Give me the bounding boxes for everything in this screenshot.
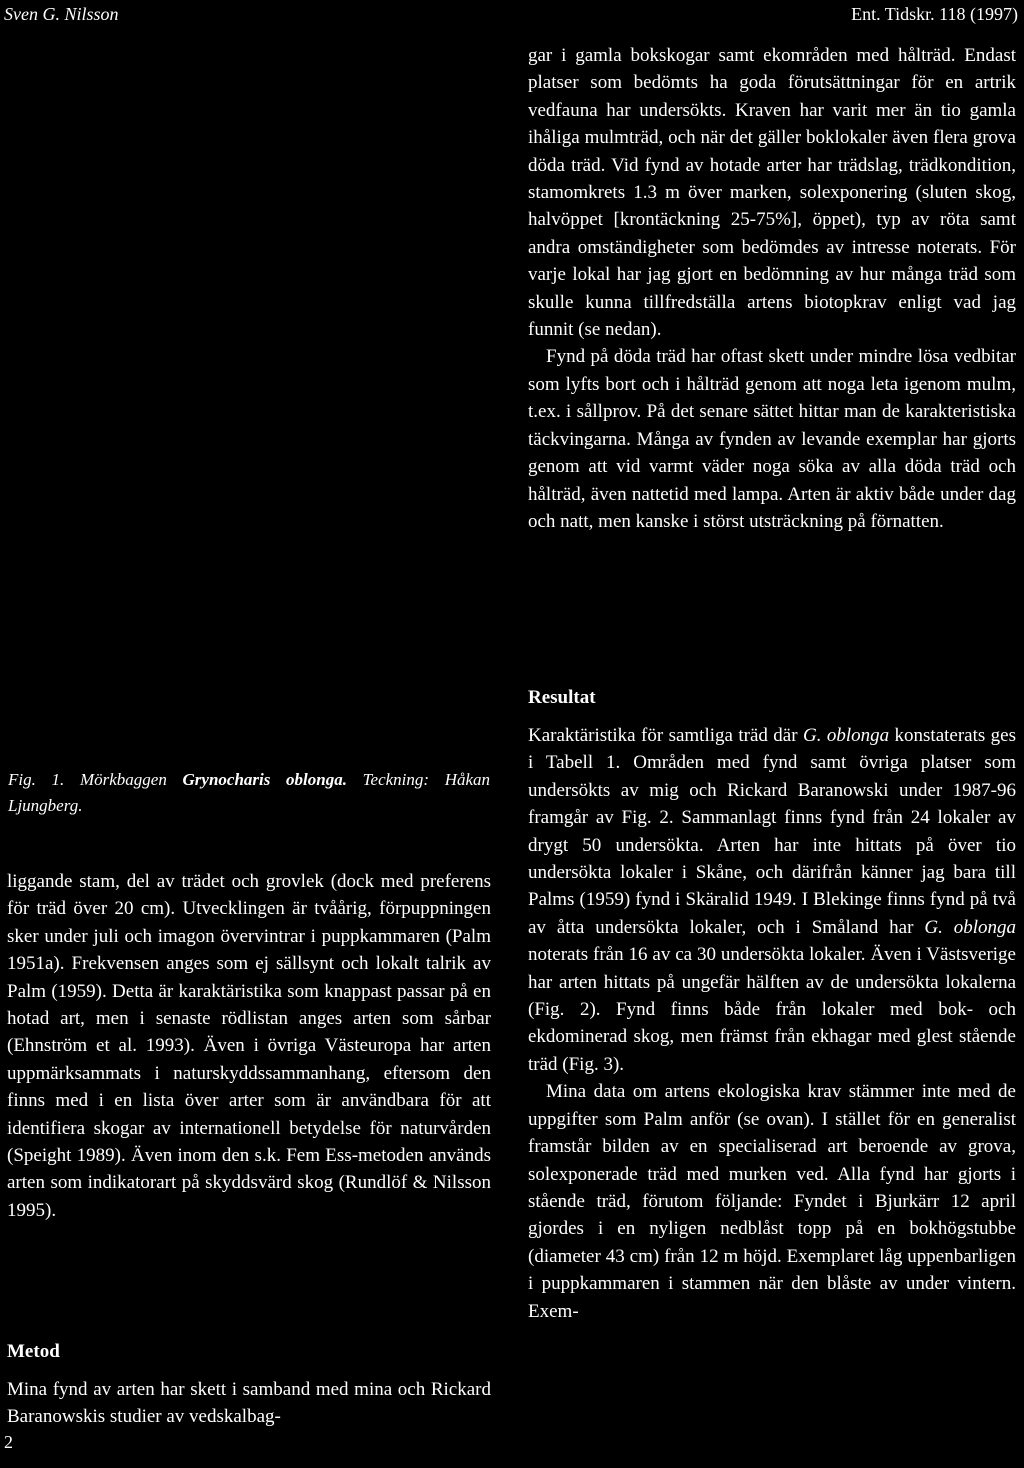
- paragraph: gar i gamla bokskogar samt ekområden med hålträd. Endast platser som bedömts ha goda förutsättningar för en artrik vedfauna har undersökts. Kraven har varit mer än tio gamla ihåliga mulmträd, och när det gäller boklokaler även flera grova döda träd. Vid fynd av hotade arter har trädslag, trädkondition, stamomkrets 1.3 m över marken, solexponering (sluten skog, halvöppet [krontäckning 25-75%], öppet), typ av röta samt andra omständigheter som bedömdes av intresse noterats. För varje lokal har jag gjort en bedömning av hur många träd som skulle kunna tillfredställa artens biotopkrav enligt vad jag funnit (se nedan).: [528, 45, 1016, 341]
- text-run: konstaterats ges i Tabell 1. Områden med fynd samt övriga platser som undersökts av mig och Rickard Baranowski under 1987-96 framgår av Fig. 2. Sammanlagt finns fynd från 24 lokaler av drygt 50 undersökta. Arten har inte hittats på över tio undersökta lokaler i Skåne, och därifrån känner jag bara till Palms (1959) fynd i Skäralid 1949. I Blekinge finns fynd på två av åtta undersökta lokaler, och i Småland har: [528, 725, 1017, 938]
- left-column: [7, 868, 491, 1224]
- page-number: 2: [4, 1432, 13, 1452]
- right-column: [528, 42, 1016, 535]
- section-heading-resultat: Resultat: [528, 687, 596, 708]
- caption-fig-label: Fig. 1.: [8, 770, 65, 789]
- caption-text: Mörkbaggen: [79, 770, 167, 789]
- caption-credit: Teckning: Håkan Ljungberg.: [8, 770, 491, 815]
- text-run: noterats från 16 av ca 30 undersökta lokaler. Även i Västsverige har arten hittats på ungefär hälften av de undersökta lokalerna (Fig. 2). Fynd finns både från lokaler med bok- och ekdominerad skog, men främst från ekhagar med glest stående träd (Fig. 3).: [528, 944, 1016, 1075]
- running-header-journal: Ent. Tidskr. 118 (1997): [851, 4, 1018, 24]
- text-run: Karaktäristika för samtliga träd där: [528, 725, 798, 746]
- species-name: G. oblonga: [924, 916, 1017, 938]
- paragraph: [528, 722, 1016, 1078]
- species-name: G. oblonga: [802, 725, 890, 746]
- paragraph: Mina fynd av arten har skett i samband med mina och Rickard Baranowskis studier av vedskalbag-: [7, 1379, 491, 1428]
- paragraph: Mina data om artens ekologiska krav stämmer inte med de uppgifter som Palm anför (se ovan). I stället för en generalist framstår bilden av en specialiserad art beroende av grova, solexponerade träd med murken ved. Alla fynd har gjorts i stående träd, förutom följande: Fyndet i Bjurkärr 12 april gjordes i en nyligen nedblåst topp på en bokhögstubbe (diameter 43 cm) från 12 m höjd. Exemplaret låg uppenbarligen i puppkammaren i stammen när den blåste av under vintern. Exem-: [528, 1081, 1016, 1322]
- paragraph: liggande stam, del av trädet och grovlek (dock med preferens för träd över 20 cm). Utvecklingen är tvåårig, förpuppningen sker under juli och imagon övervintrar i puppkammaren (Palm 1951a). Frekvensen anges som ej sällsynt och lokalt talrik av Palm (1959). Detta är karaktäristika som knappast passar på en hotad art, men i senaste rödlistan anges arten som sårbar (Ehnström et al. 1993). Även i övriga Västeuropa har arten uppmärksammats i naturskyddssammanhang, eftersom den finns med i en lista över arter som är användbara för att identifiera skogar av internationell betydelse för naturvården (Speight 1989). Även inom den s.k. Fem Ess-metoden används arten som indikatorart på skyddsvärd skog (Rundlöf & Nilsson 1995).: [7, 871, 491, 1221]
- paragraph: Fynd på döda träd har oftast skett under mindre lösa vedbitar som lyfts bort och i hålträd genom att noga leta igenom mulm, t.ex. i sållprov. På det senare sättet hittar man de karakteristiska täckvingarna. Många av fynden av levande exemplar har gjorts genom att vid varmt väder noga söka av alla döda träd och hålträd, även nattetid med lampa. Arten är aktiv både under dag och natt, men kanske i störst utsträckning på förnatten.: [528, 346, 1016, 532]
- figure-caption: [8, 767, 490, 819]
- section-heading-metod: Metod: [7, 1341, 60, 1362]
- resultat-section: [528, 722, 1016, 1325]
- caption-species: Grynocharis oblonga.: [182, 770, 347, 789]
- metod-section: [7, 1376, 491, 1431]
- figure-illustration: [0, 36, 500, 756]
- running-header-author: Sven G. Nilsson: [4, 4, 119, 24]
